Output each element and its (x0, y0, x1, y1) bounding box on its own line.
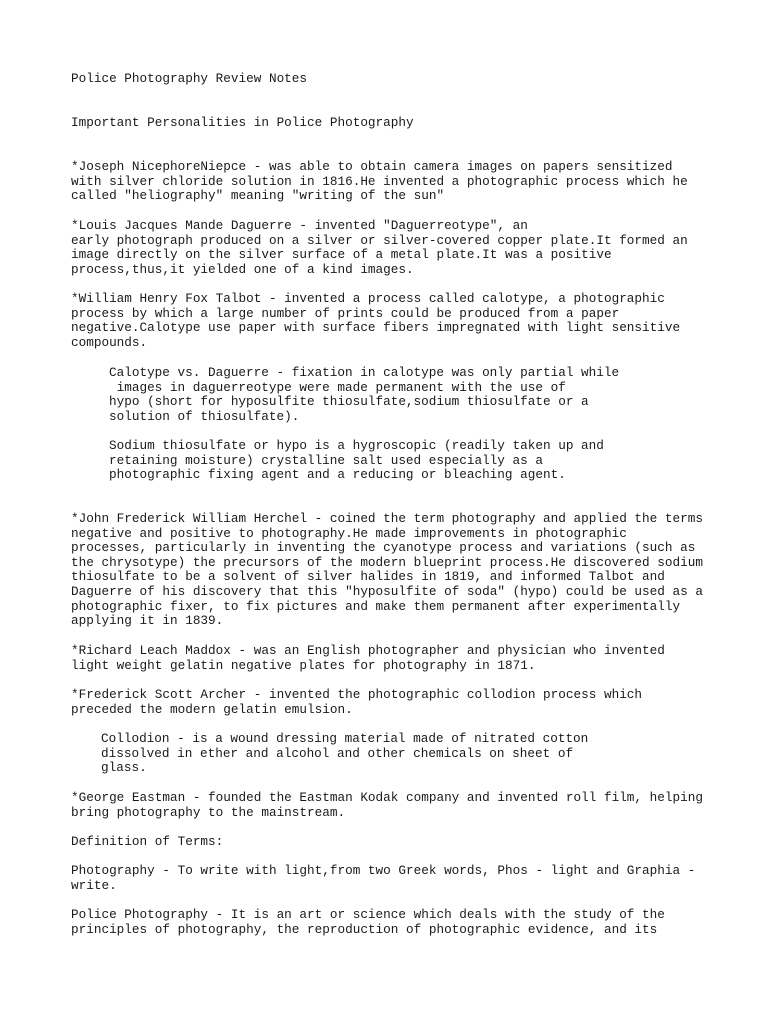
text-line: early photograph produced on a silver or silver-covered copper plate.It formed an (71, 232, 688, 248)
text-line: solution of thiosulfate). (109, 408, 300, 424)
text-line: Sodium thiosulfate or hypo is a hygroscopic (readily taken up and (109, 438, 604, 453)
paragraph-talbot (71, 292, 680, 350)
text-line: with silver chloride solution in 1816.He invented a photographic process which he (71, 173, 688, 189)
paragraph-police-photography-definition (71, 908, 665, 937)
text-line: Police Photography - It is an art or science which deals with the study of the (71, 907, 665, 922)
text-line: the chrysotype) the precursors of the modern blueprint process.He discovered sodium (71, 554, 703, 570)
definitions-heading (71, 835, 223, 850)
text-line: *Louis Jacques Mande Daguerre - invented "Daguerreotype", an (71, 218, 528, 233)
text-line: write. (71, 877, 117, 893)
text-line: compounds. (71, 334, 148, 350)
text-line: principles of photography, the reproduction of photographic evidence, and its (71, 921, 658, 937)
text-line: thiosulfate to be a solvent of silver halides in 1819, and informed Talbot and (71, 569, 665, 585)
text-line: *Joseph NicephoreNiepce - was able to obtain camera images on papers sensitized (71, 159, 673, 174)
paragraph-eastman (71, 791, 703, 820)
paragraph-herchel (71, 512, 703, 629)
paragraph-calotype-vs-daguerre (109, 366, 619, 424)
document-title: Police Photography Review Notes (71, 71, 308, 86)
paragraph-daguerre (71, 219, 688, 277)
text-line: negative.Calotype use paper with surface fibers impregnated with light sensitive (71, 320, 681, 336)
text-line: Definition of Terms: (71, 834, 224, 849)
text-line: *Frederick Scott Archer - invented the photographic collodion process which (71, 687, 643, 702)
text-line: process by which a large number of prints could be produced from a paper (71, 305, 620, 321)
text-line: hypo (short for hyposulfite thiosulfate,sodium thiosulfate or a (109, 394, 589, 410)
section-heading: Important Personalities in Police Photography (71, 115, 414, 130)
text-line: bring photography to the mainstream. (71, 804, 346, 820)
text-line: photographic fixing agent and a reducing or bleaching agent. (109, 467, 566, 483)
text-line: images in daguerreotype were made permanent with the use of (109, 379, 566, 395)
paragraph-sodium-thiosulfate (109, 439, 604, 483)
text-line: applying it in 1839. (71, 613, 224, 629)
text-line: glass. (101, 760, 147, 776)
text-line: Daguerre of his discovery that this "hyposulfite of soda" (hypo) could be used as a (71, 583, 703, 599)
text-line: negative and positive to photography.He made improvements in photographic (71, 525, 627, 541)
text-line: Calotype vs. Daguerre - fixation in calotype was only partial while (109, 365, 620, 380)
text-line: *John Frederick William Herchel - coined the term photography and applied the terms (71, 511, 703, 526)
text-line: Collodion - is a wound dressing material made of nitrated cotton (101, 731, 589, 746)
text-line: *George Eastman - founded the Eastman Kodak company and invented roll film, helping (71, 790, 703, 805)
paragraph-collodion (101, 732, 588, 776)
paragraph-niepce (71, 160, 688, 204)
text-line: photographic fixer, to fix pictures and make them permanent after experimentally (71, 598, 681, 614)
text-line: Photography - To write with light,from two Greek words, Phos - light and Graphia - (71, 863, 696, 878)
text-line: preceded the modern gelatin emulsion. (71, 701, 353, 717)
paragraph-photography-definition (71, 864, 695, 893)
text-line: called "heliography" meaning "writing of the sun" (71, 188, 445, 204)
text-line: retaining moisture) crystalline salt used especially as a (109, 452, 543, 468)
text-line: image directly on the silver surface of a metal plate.It was a positive (71, 247, 612, 263)
paragraph-archer (71, 688, 642, 717)
text-line: *William Henry Fox Talbot - invented a process called calotype, a photographic (71, 291, 665, 306)
text-line: processes, particularly in inventing the cyanotype process and variations (such as (71, 540, 696, 556)
text-line: light weight gelatin negative plates for photography in 1871. (71, 657, 536, 673)
paragraph-maddox (71, 644, 665, 673)
text-line: *Richard Leach Maddox - was an English photographer and physician who invented (71, 643, 665, 658)
text-line: process,thus,it yielded one of a kind images. (71, 261, 414, 277)
text-line: dissolved in ether and alcohol and other chemicals on sheet of (101, 745, 574, 761)
